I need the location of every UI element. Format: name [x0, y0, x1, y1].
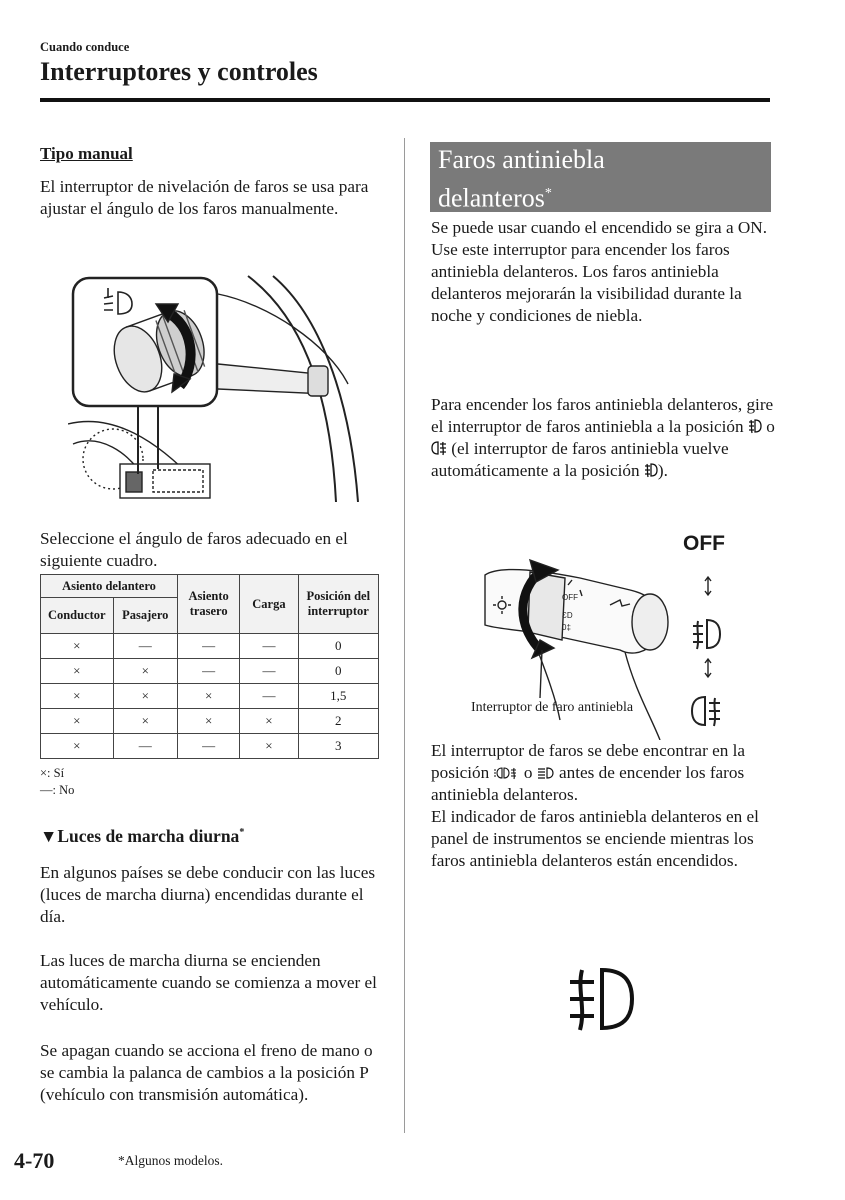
column-divider — [404, 138, 405, 1133]
svg-text:0‡: 0‡ — [562, 623, 571, 632]
page-title: Interruptores y controles — [40, 57, 318, 86]
table-cell: — — [240, 634, 298, 659]
legend-yes: ×: Sí — [40, 766, 65, 780]
table-cell: 0 — [298, 659, 378, 684]
page-number: 4-70 — [14, 1148, 55, 1173]
table-cell: × — [41, 659, 114, 684]
table-cell: × — [178, 709, 240, 734]
table-cell: × — [41, 634, 114, 659]
table-row — [41, 659, 379, 684]
th-load: Carga — [240, 575, 298, 634]
headlight-leveling-figure — [68, 274, 378, 502]
footnote: *Algunos modelos. — [118, 1153, 224, 1168]
select-angle-text: Seleccione el ángulo de faros adecuado en el siguiente cuadro. — [40, 529, 348, 570]
table-cell: × — [113, 709, 177, 734]
banner-line-1: Faros antiniebla — [438, 145, 605, 174]
rear-fog-icon — [431, 440, 447, 456]
fog-paragraph-2 — [431, 394, 776, 482]
fog-lights-banner — [430, 142, 771, 212]
fog-p2-text-a: Para encender los faros antiniebla delanteros, gire el interruptor de faros antiniebla a la posición — [431, 395, 774, 436]
table-cell: × — [240, 734, 298, 759]
front-fog-icon — [644, 462, 658, 478]
table-cell: — — [178, 734, 240, 759]
title-rule — [40, 98, 770, 102]
figure-caption: Interruptor de faro antiniebla — [471, 700, 634, 715]
table-cell: — — [240, 684, 298, 709]
fog-paragraph-1: Se puede usar cuando el encendido se gira a ON. Use este interruptor para encender los faros antiniebla delanteros. Los faros antiniebla delanteros mejorarán la visibilidad durante la noche y condiciones de niebla. — [431, 218, 767, 325]
table-cell: 0 — [298, 634, 378, 659]
fog-paragraph-3 — [431, 740, 776, 872]
table-cell: × — [240, 709, 298, 734]
table-cell: × — [41, 684, 114, 709]
front-fog-icon — [748, 418, 762, 434]
drl-paragraph-1: En algunos países se debe conducir con las luces (luces de marcha diurna) encendidas durante el día. — [40, 863, 376, 926]
table-cell: — — [178, 634, 240, 659]
th-front-seat: Asiento delantero — [41, 575, 178, 598]
off-label: OFF — [683, 532, 725, 555]
fog-p2-text-d: ). — [657, 461, 668, 480]
banner-line-2-text: delanteros — [438, 183, 545, 213]
drl-paragraph-2: Las luces de marcha diurna se encienden automáticamente cuando se comienza a mover el vehículo. — [40, 951, 377, 1014]
front-fog-indicator-icon — [566, 964, 636, 1034]
table-row — [41, 734, 379, 759]
table-cell: × — [41, 709, 114, 734]
th-rear-seat: Asiento trasero — [178, 575, 240, 634]
drl-heading — [40, 826, 244, 847]
drl-footnote-mark: * — [239, 827, 245, 839]
section-label: Cuando conduce — [40, 40, 130, 54]
table-row — [41, 684, 379, 709]
table-row — [41, 634, 379, 659]
table-cell: × — [113, 659, 177, 684]
table-cell: 1,5 — [298, 684, 378, 709]
drl-paragraph-3: Se apagan cuando se acciona el freno de mano o se cambia la palanca de cambios a la posición P (vehículo con transmisión automática). — [40, 1041, 373, 1104]
drl-heading-text: Luces de marcha diurna — [57, 826, 240, 846]
th-passenger: Pasajero — [113, 598, 177, 634]
table-cell: — — [113, 734, 177, 759]
th-driver: Conductor — [41, 598, 114, 634]
table-cell: — — [178, 659, 240, 684]
table-cell: × — [41, 734, 114, 759]
table-cell: — — [113, 634, 177, 659]
parking-light-icon — [494, 766, 520, 780]
legend-no: —: No — [40, 783, 75, 797]
th-position: Posición del interruptor — [298, 575, 378, 634]
table-cell: × — [178, 684, 240, 709]
table-legend — [40, 765, 74, 799]
fog-p2-text-c: (el interruptor de faros antiniebla vuelve automáticamente a la posición — [431, 439, 729, 480]
triangle-icon: ▼ — [40, 826, 58, 846]
svg-text:ƐD: ƐD — [562, 611, 573, 620]
headlight-icon — [537, 766, 555, 780]
intro-paragraph: El interruptor de nivelación de faros se usa para ajustar el ángulo de los faros manualmente. — [40, 177, 369, 218]
table-cell: 2 — [298, 709, 378, 734]
fog-p2-text-b: o — [766, 417, 775, 436]
banner-footnote-mark: * — [544, 186, 552, 201]
svg-text:OFF: OFF — [562, 593, 578, 602]
table-cell: — — [240, 659, 298, 684]
table-cell: 3 — [298, 734, 378, 759]
table-cell: × — [113, 684, 177, 709]
subhead-manual: Tipo manual — [40, 144, 133, 163]
leveling-table — [40, 574, 379, 759]
table-row — [41, 709, 379, 734]
fog-p3-text-a: El interruptor de faros se debe encontrar en la posición — [431, 741, 746, 782]
fog-p3-text-c: antes de encender los faros antiniebla delanteros. El indicador de faros antiniebla delanteros en el panel de instrumentos se enciende mientras los faros antiniebla delanteros están encendidos. — [431, 763, 759, 870]
fog-p3-text-b: o — [523, 763, 533, 782]
banner-line-2 — [430, 176, 771, 215]
